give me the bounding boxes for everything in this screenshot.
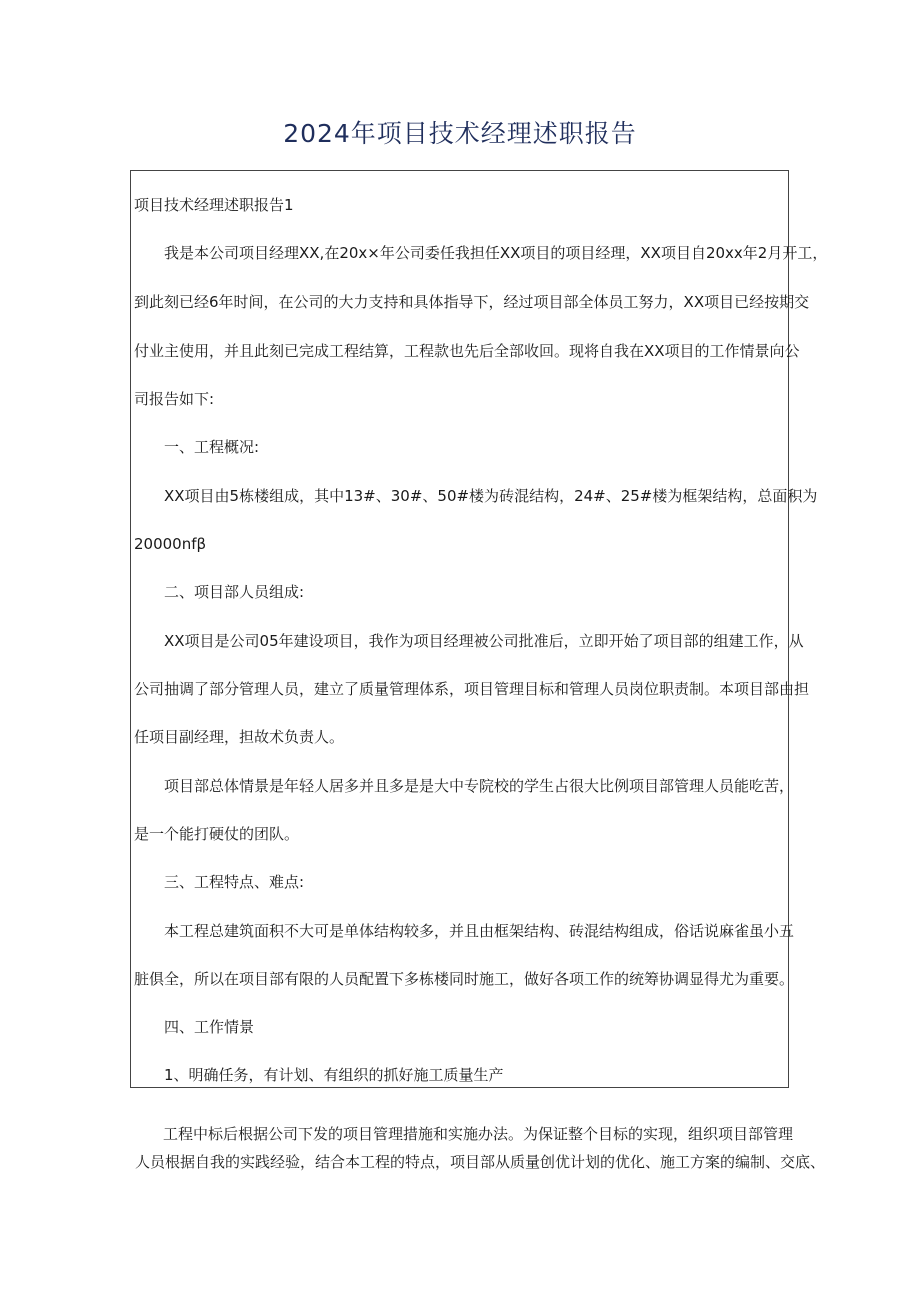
paragraph-line: 脏俱全，所以在项目部有限的人员配置下多栋楼同时施工，做好各项工作的统筹协调显得尤为重要。 bbox=[134, 970, 795, 988]
section-heading: 二、项目部人员组成: bbox=[164, 583, 305, 601]
paragraph-line: 项目部总体情景是年轻人居多并且多是是大中专院校的学生占很大比例项目部管理人员能吃苦， bbox=[164, 777, 795, 795]
paragraph-line: 人员根据自我的实践经验，结合本工程的特点，项目部从质量创优计划的优化、施工方案的编制、交底、 bbox=[135, 1153, 826, 1171]
paragraph-line: 司报告如下: bbox=[134, 390, 215, 408]
report-box bbox=[130, 170, 828, 1088]
paragraph-line: 本工程总建筑面积不大可是单体结构较多，并且由框架结构、砖混结构组成，俗话说麻雀虽小五 bbox=[164, 922, 795, 940]
paragraph-line: 20000nfβ bbox=[134, 535, 207, 553]
paragraph-line: 我是本公司项目经理XX,在20x×年公司委任我担任XX项目的项目经理，XX项目自20xx年2月开工， bbox=[164, 244, 828, 262]
paragraph-line: 付业主使用，并且此刻已完成工程结算，工程款也先后全部收回。现将自我在XX项目的工作情景向公 bbox=[134, 342, 800, 360]
paragraph-line: 是一个能打硬仗的团队。 bbox=[134, 825, 300, 843]
paragraph-line: XX项目由5栋楼组成，其中13#、30#、50#楼为砖混结构，24#、25#楼为框架结构，总面积为 bbox=[164, 487, 818, 505]
paragraph-line: 任项目副经理，担故术负责人。 bbox=[134, 728, 345, 746]
page-title: 2024年项目技术经理述职报告 bbox=[283, 119, 637, 148]
section-heading: 一、工程概况: bbox=[164, 438, 260, 456]
section-heading: 三、工程特点、难点: bbox=[164, 873, 305, 891]
paragraph-line: 到此刻已经6年时间，在公司的大力支持和具体指导下，经过项目部全体员工努力，XX项目已经按期交 bbox=[134, 293, 810, 311]
section-heading: 四、工作情景 bbox=[164, 1018, 255, 1036]
paragraph-line: 1、明确任务，有计划、有组织的抓好施工质量生产 bbox=[164, 1066, 504, 1084]
paragraph-line: XX项目是公司05年建设项目，我作为项目经理被公司批准后，立即开始了项目部的组建工作，从 bbox=[164, 632, 804, 650]
paragraph-line: 公司抽调了部分管理人员，建立了质量管理体系，项目管理目标和管理人员岗位职责制。本项目部由担 bbox=[134, 680, 810, 698]
paragraph-line: 工程中标后根据公司下发的项目管理措施和实施办法。为保证整个目标的实现，组织项目部管理 bbox=[163, 1125, 794, 1143]
report-subtitle: 项目技术经理述职报告1 bbox=[134, 196, 294, 214]
